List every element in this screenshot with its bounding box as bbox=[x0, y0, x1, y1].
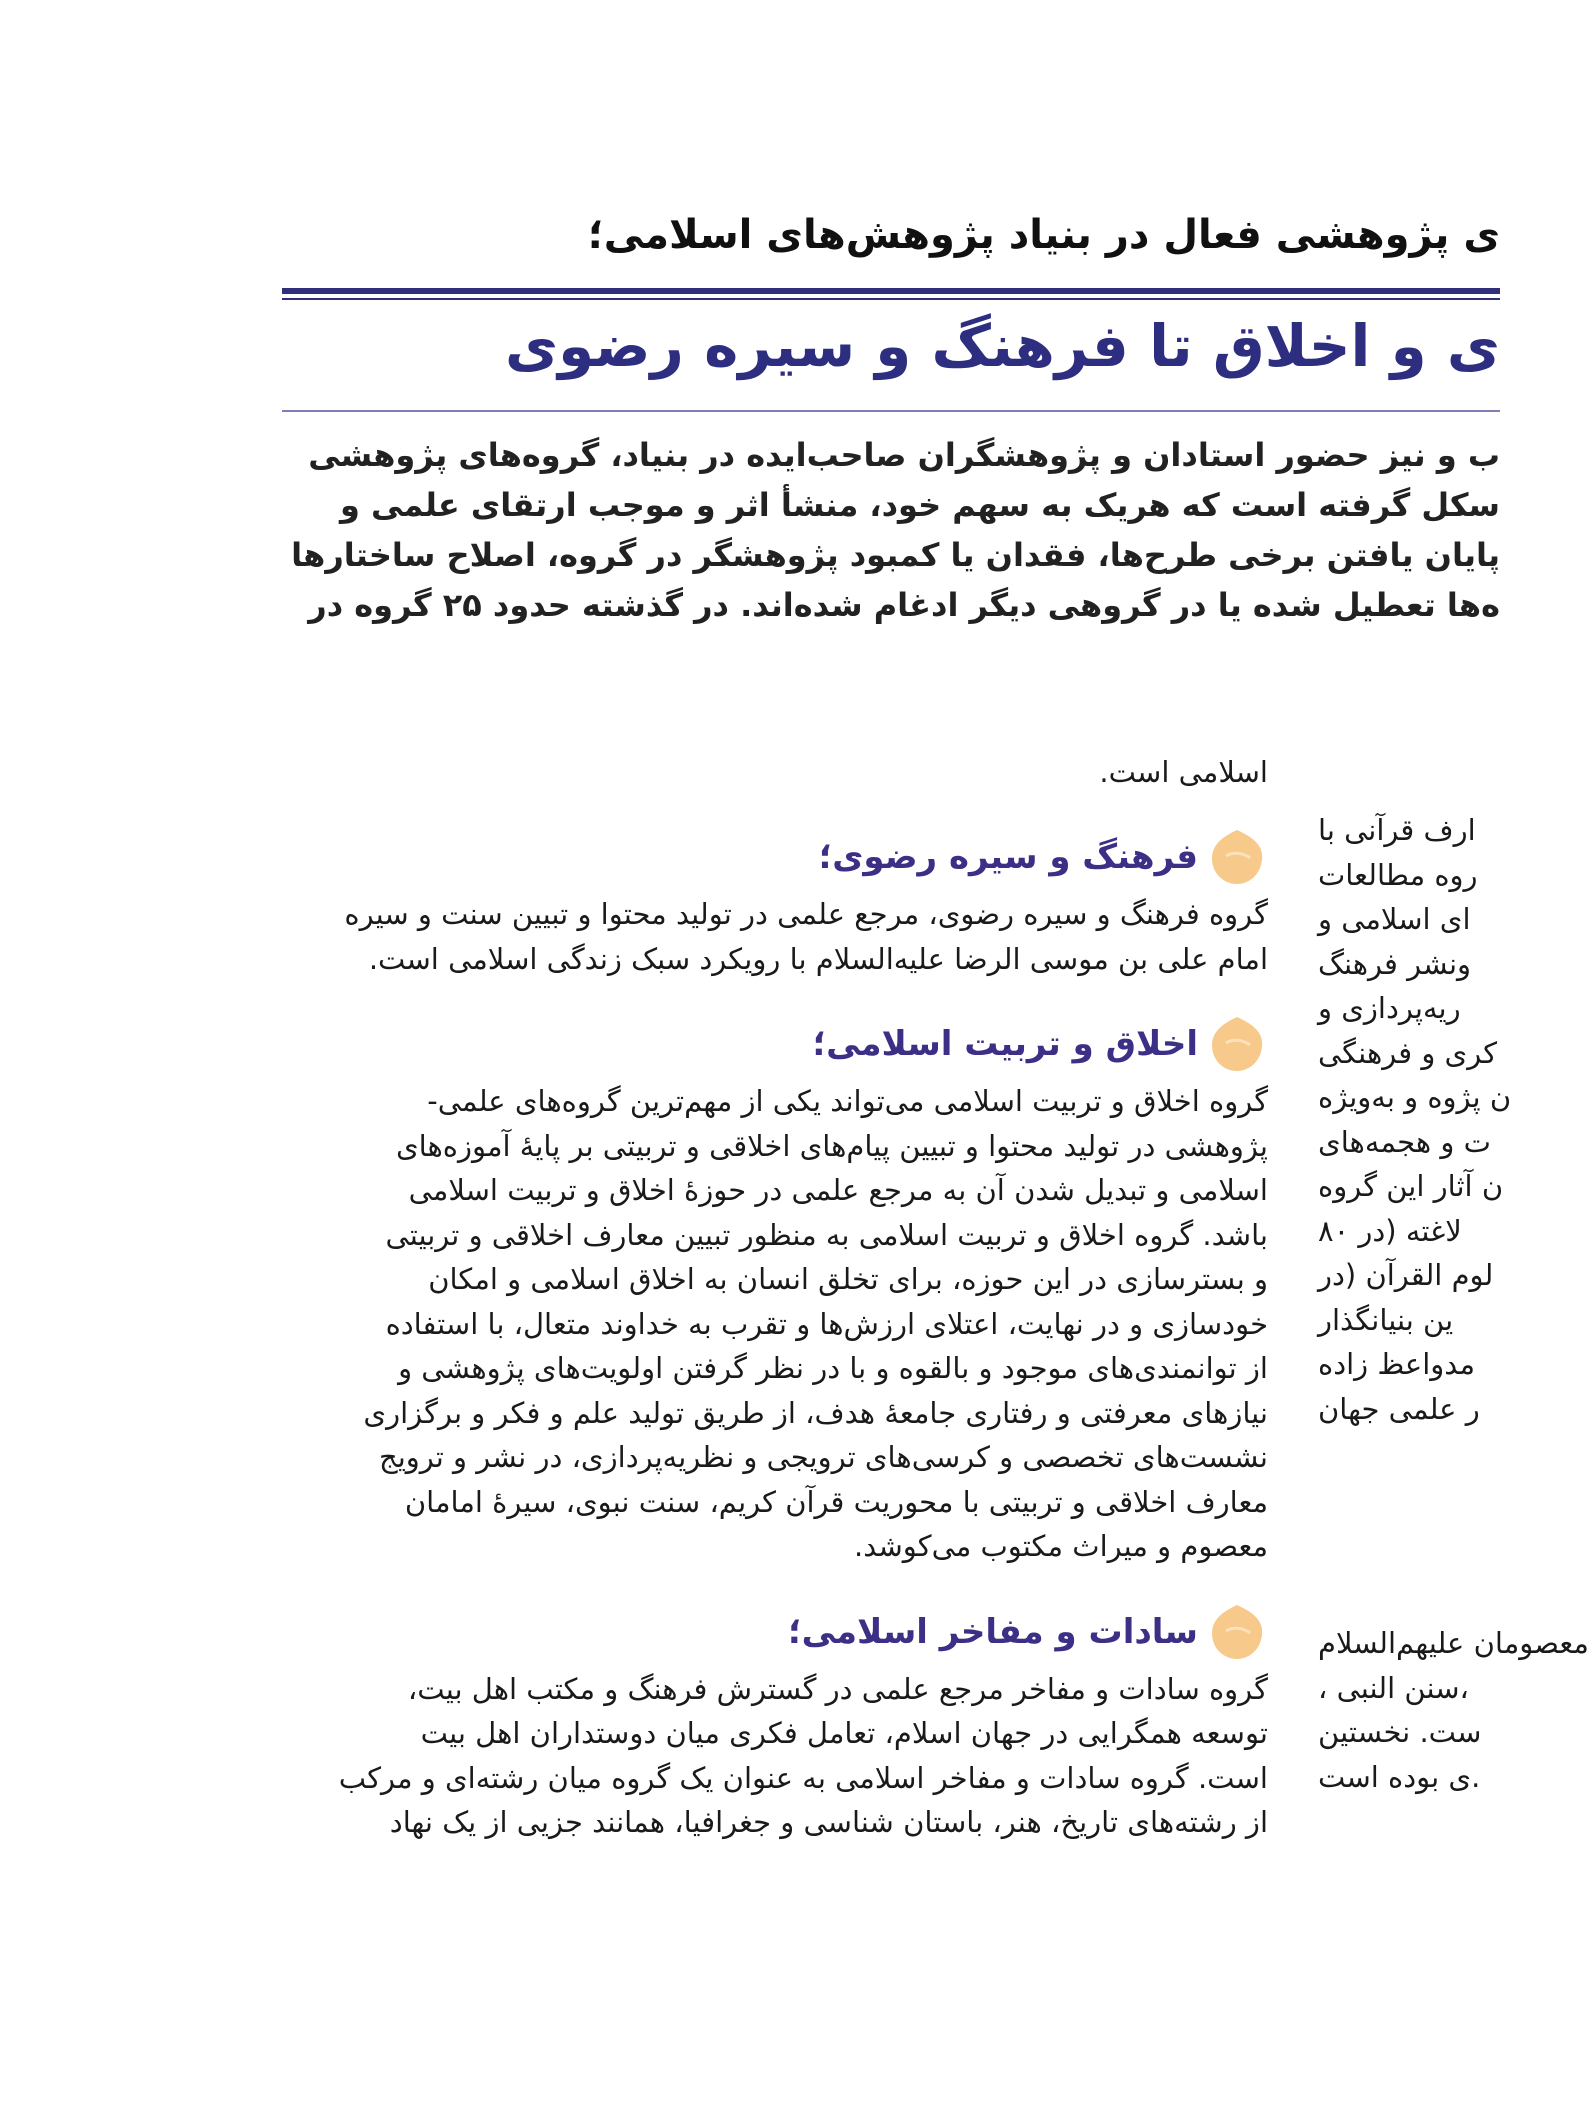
paragraph-line: و بسترسازی در این حوزه، برای تخلق انسان به اخلاق اسلامی و امکان bbox=[428, 1262, 1268, 1296]
paragraph-line: گروه اخلاق و تربیت اسلامی می‌تواند یکی از مهم‌ترین گروه‌های علمی- bbox=[427, 1084, 1268, 1118]
article-headline-text: ی و اخلاق تا فرهنگ و سیره رضوی bbox=[504, 312, 1500, 380]
paragraph-line: نشست‌های تخصصی و کرسی‌های ترویجی و نظریه‌پردازی، در نشر و ترویج bbox=[378, 1440, 1268, 1474]
section-title: فرهنگ و سیره رضوی؛ bbox=[818, 837, 1198, 877]
section-title: سادات و مفاخر اسلامی؛ bbox=[787, 1611, 1198, 1652]
article-lead bbox=[282, 430, 1500, 630]
side-line: ونشر فرهنگ bbox=[1318, 946, 1472, 981]
paragraph-line: امام علی بن موسی الرضا علیه‌السلام با رویکرد سبک زندگی اسلامی است. bbox=[368, 941, 1268, 976]
side-line: مدواعظ زاده bbox=[1318, 1347, 1476, 1381]
paragraph-line: گروه فرهنگ و سیره رضوی، مرجع علمی در تولید محتوا و تبیین سنت و سیره bbox=[344, 897, 1268, 931]
intro-line: اسلامی است. bbox=[1099, 755, 1268, 789]
paragraph-line: از توانمندی‌های موجود و بالقوه و با در نظر گرفتن اولویت‌های پژوهشی و bbox=[398, 1351, 1268, 1385]
side-line: ای اسلامی و bbox=[1318, 902, 1471, 936]
paragraph-line: از رشته‌های تاریخ، هنر، باستان شناسی و جغرافیا، همانند جزیی از یک نهاد bbox=[389, 1805, 1268, 1839]
side-line: ن آثار این گروه bbox=[1318, 1169, 1504, 1203]
side-line: ین بنیانگذار bbox=[1318, 1302, 1454, 1337]
paragraph-line: پژوهشی در تولید محتوا و تبیین پیام‌های اخلاقی و تربیتی بر پایۀ آموزه‌های bbox=[395, 1128, 1268, 1163]
side-line: ، سنن النبی، bbox=[1318, 1670, 1469, 1705]
paragraph-line: معارف اخلاقی و تربیتی با محوریت قرآن کریم، سنت نبوی، سیرۀ امامان bbox=[404, 1484, 1268, 1519]
orange-leaf-bullet-icon bbox=[1206, 1601, 1268, 1663]
section-heading-farhang bbox=[282, 822, 1268, 892]
lead-line: سکل گرفته است که هریک به سهم خود، منشأ اثر و موجب ارتقای علمی و bbox=[339, 486, 1500, 524]
paragraph-line: خودسازی و در نهایت، اعتلای ارزش‌ها و تقرب به خداوند متعال، با استفاده bbox=[385, 1306, 1268, 1341]
side-line: معصومان علیهم‌السلام bbox=[1318, 1626, 1589, 1660]
orange-leaf-bullet-icon bbox=[1206, 826, 1268, 888]
lead-line: ب و نیز حضور استادان و پژوهشگران صاحب‌ایده در بنیاد، گروه‌های پژوهشی bbox=[308, 436, 1500, 474]
side-line: کری و فرهنگی bbox=[1318, 1035, 1498, 1070]
section-heading-akhlagh bbox=[282, 1009, 1268, 1079]
paragraph-line: گروه سادات و مفاخر مرجع علمی در گسترش فرهنگ و مکتب اهل بیت، bbox=[407, 1671, 1268, 1706]
side-column bbox=[1318, 808, 1589, 2114]
side-line: ریه‌پردازی و bbox=[1318, 991, 1461, 1025]
side-line: ر علمی جهان bbox=[1318, 1391, 1480, 1426]
side-line: ست. نخستین bbox=[1318, 1715, 1482, 1749]
main-column bbox=[282, 750, 1268, 2114]
side-line: لوم القرآن (در bbox=[1318, 1258, 1494, 1292]
headline-underline bbox=[282, 410, 1500, 412]
lead-line: پایان یافتن برخی طرح‌ها، فقدان یا کمبود پژوهشگر در گروه، اصلاح ساختارها bbox=[291, 536, 1500, 574]
side-line: لاغته (در ۸۰ bbox=[1318, 1213, 1462, 1248]
paragraph-line: نیازهای معرفتی و رفتاری جامعۀ هدف، از طریق تولید علم و فکر و برگزاری bbox=[363, 1395, 1268, 1430]
side-gap bbox=[1318, 1431, 1500, 1621]
paragraph-line: اسلامی و تبدیل شدن آن به مرجع علمی در حوزۀ اخلاق و تربیت اسلامی bbox=[408, 1173, 1268, 1207]
article-headline bbox=[0, 312, 1500, 402]
article-kicker-text: ی پژوهشی فعال در بنیاد پژوهش‌های اسلامی؛ bbox=[587, 212, 1500, 258]
side-line: ت و هجمه‌های bbox=[1318, 1124, 1491, 1159]
side-line: ی بوده است. bbox=[1318, 1759, 1481, 1794]
header-rule-thick bbox=[282, 288, 1500, 294]
paragraph-line: است. گروه سادات و مفاخر اسلامی به عنوان یک گروه میان رشته‌ای و مرکب bbox=[338, 1760, 1268, 1795]
side-line: ن پژوه و به‌ویژه bbox=[1318, 1080, 1512, 1114]
article-kicker bbox=[0, 212, 1500, 272]
paragraph-line: معصوم و میراث مکتوب می‌کوشد. bbox=[854, 1529, 1268, 1563]
lead-line: ه‌ها تعطیل شده یا در گروهی دیگر ادغام شده‌اند. در گذشته حدود ۲۵ گروه در bbox=[308, 586, 1500, 624]
orange-leaf-bullet-icon bbox=[1206, 1013, 1268, 1075]
section-title: اخلاق و تربیت اسلامی؛ bbox=[812, 1024, 1198, 1064]
side-line: ارف قرآنی با bbox=[1318, 813, 1476, 847]
side-line: روه مطالعات bbox=[1318, 857, 1478, 892]
paragraph-line: توسعه همگرایی در جهان اسلام، تعامل فکری میان دوستداران اهل بیت bbox=[420, 1716, 1268, 1750]
paragraph-line: باشد. گروه اخلاق و تربیت اسلامی به منظور تبیین معارف اخلاقی و تربیتی bbox=[385, 1217, 1268, 1252]
header-rule-thin bbox=[282, 298, 1500, 300]
section-heading-sadat bbox=[282, 1597, 1268, 1667]
